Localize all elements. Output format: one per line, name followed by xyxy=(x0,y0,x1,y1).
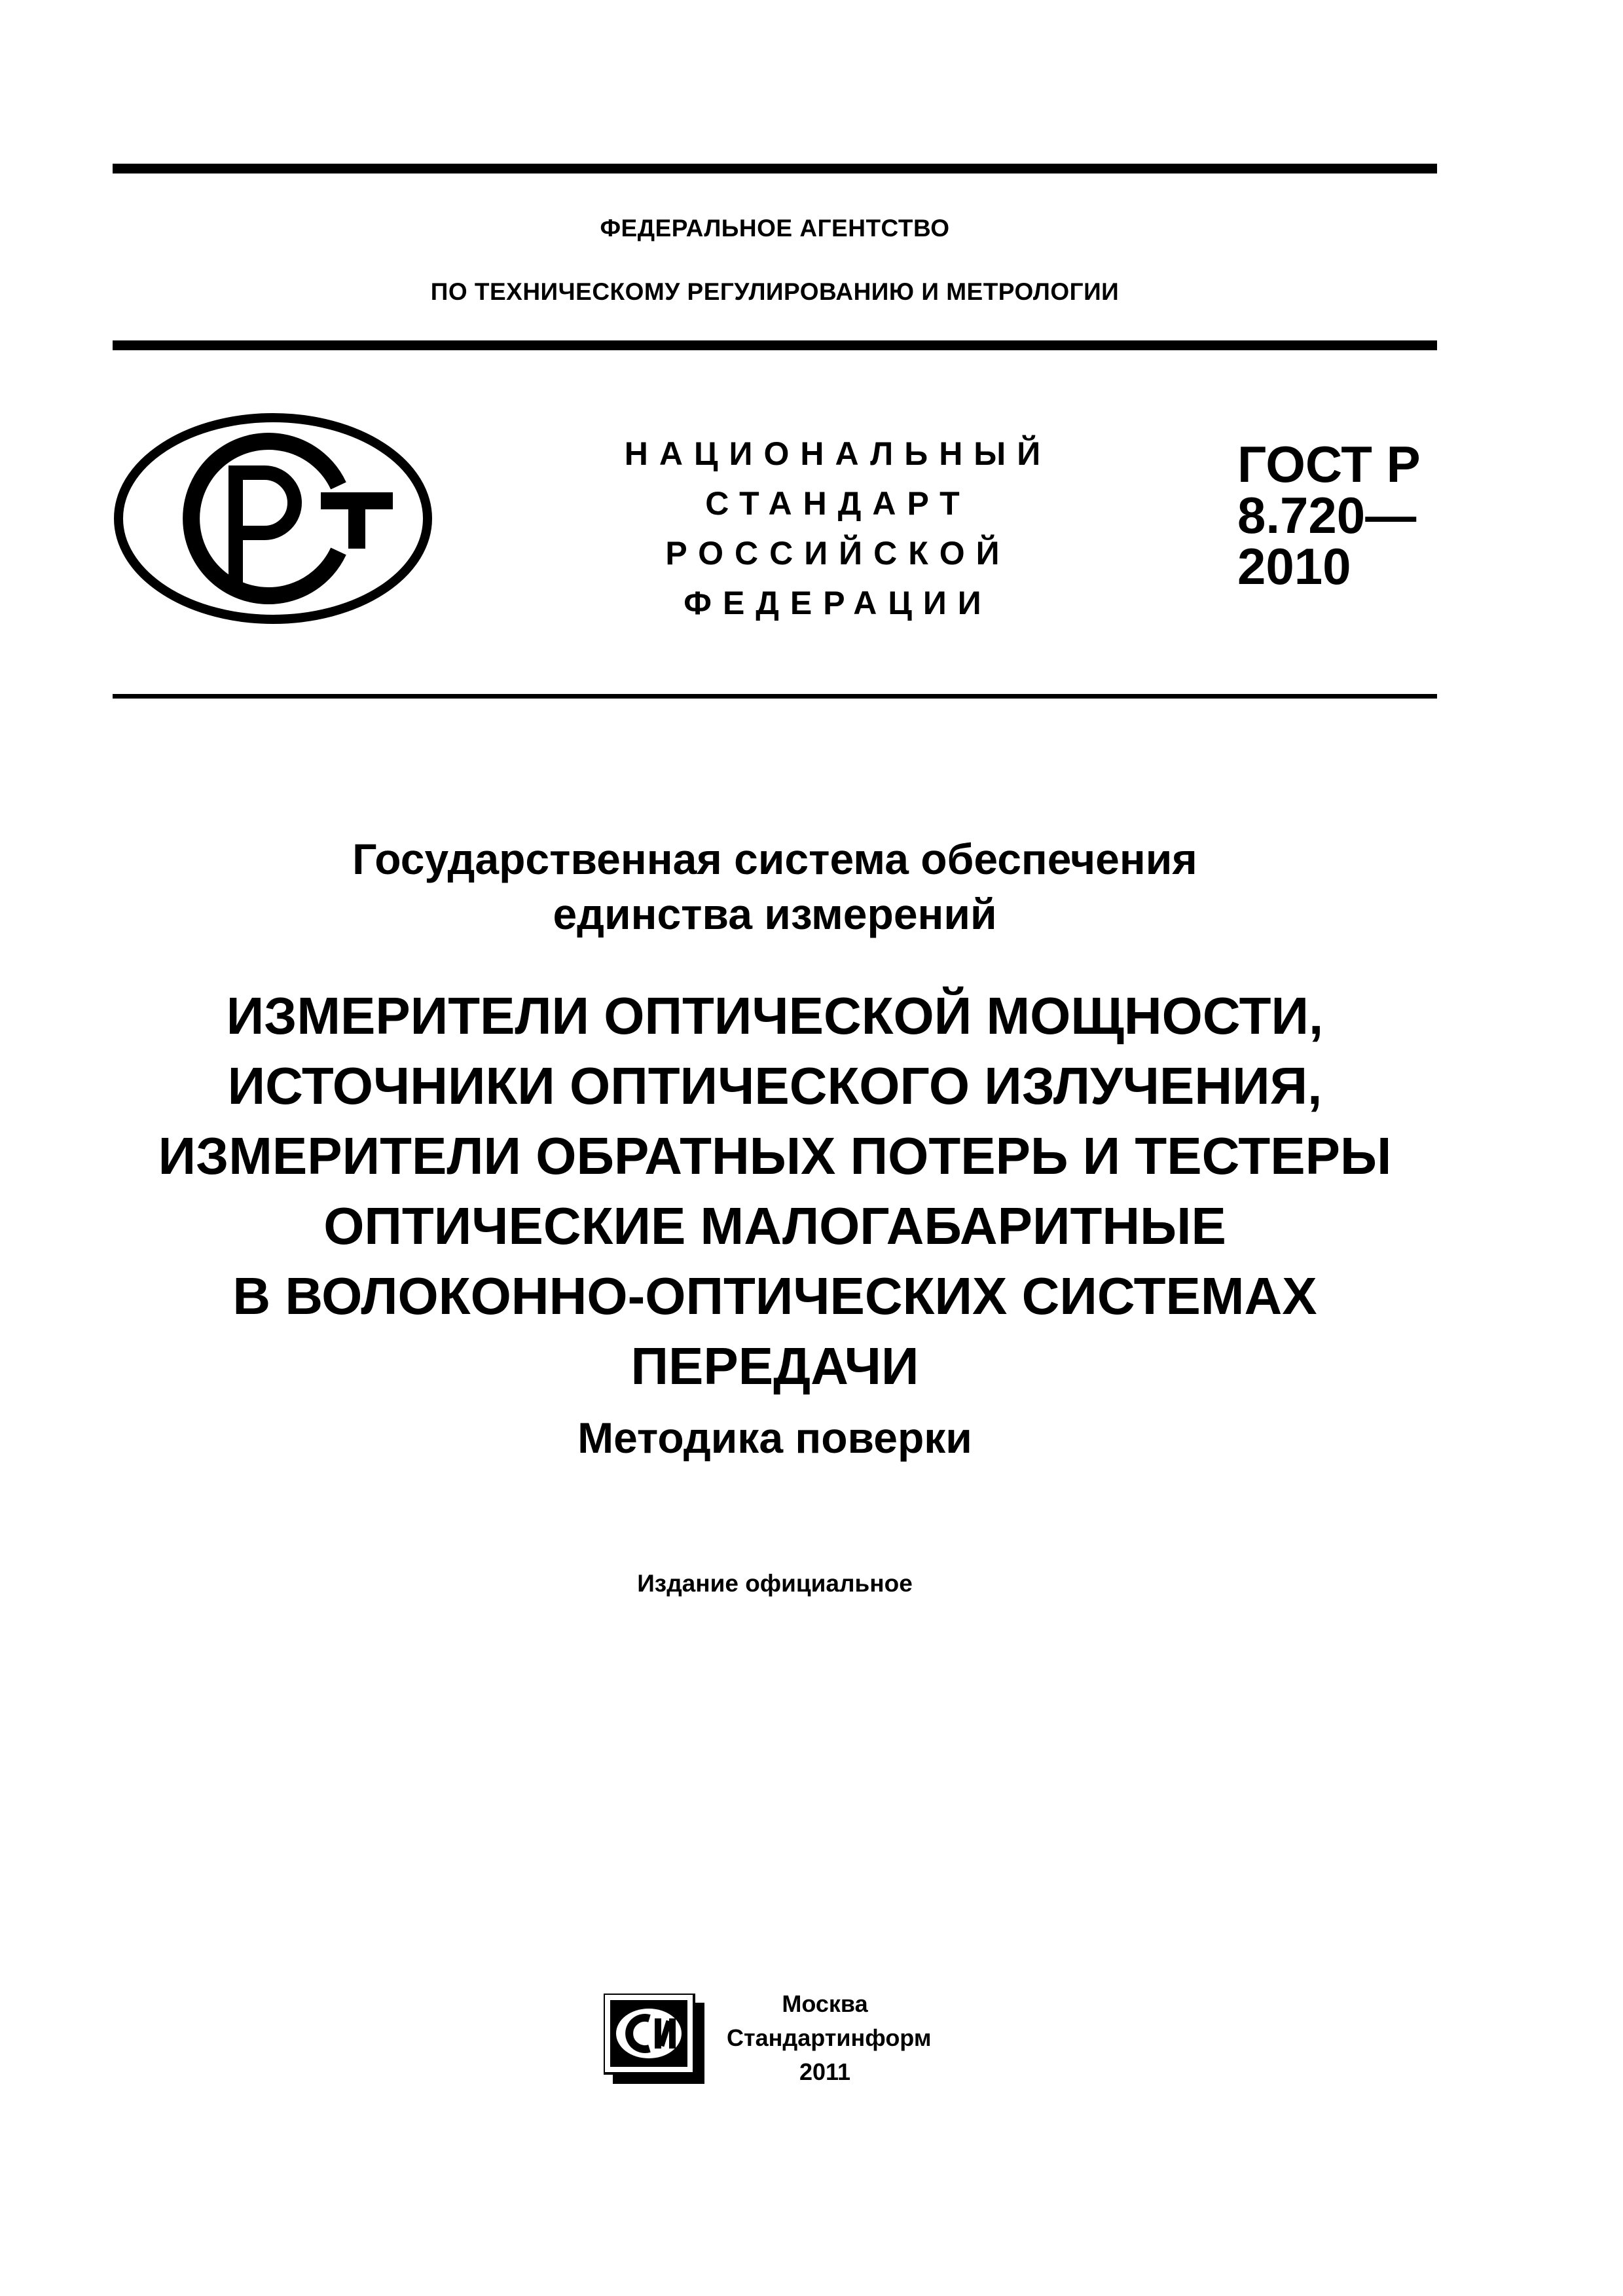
series-title xyxy=(113,831,1437,941)
national-standard-line-4: ФЕДЕРАЦИИ xyxy=(684,585,993,621)
document-title xyxy=(113,981,1437,1401)
publisher-year: 2011 xyxy=(799,2058,851,2085)
title-line-2: ИСТОЧНИКИ ОПТИЧЕСКОГО ИЗЛУЧЕНИЯ, xyxy=(227,1057,1322,1115)
series-line-1: Государственная система обеспечения xyxy=(352,835,1197,883)
header-bottom-rule xyxy=(113,694,1437,699)
title-line-4: ОПТИЧЕСКИЕ МАЛОГАБАРИТНЫЕ xyxy=(323,1197,1226,1255)
publisher-info xyxy=(727,1987,932,2089)
designation-line-1: ГОСТ Р xyxy=(1237,435,1421,493)
publisher-city: Москва xyxy=(782,1990,868,2017)
title-line-5: В ВОЛОКОННО-ОПТИЧЕСКИХ СИСТЕМАХ xyxy=(232,1267,1317,1325)
rst-mark-logo xyxy=(113,412,433,625)
designation-line-2: 8.720— xyxy=(1237,486,1417,544)
national-standard-line-1: НАЦИОНАЛЬНЫЙ xyxy=(624,435,1052,472)
standartinform-logo xyxy=(604,1994,704,2084)
standard-designation xyxy=(1237,435,1421,595)
edition-label: Издание официальное xyxy=(637,1570,913,1597)
designation-line-3: 2010 xyxy=(1237,538,1351,595)
title-line-1: ИЗМЕРИТЕЛИ ОПТИЧЕСКОЙ МОЩНОСТИ, xyxy=(226,987,1324,1045)
document-subtitle: Методика поверки xyxy=(577,1413,972,1462)
publisher-name: Стандартинформ xyxy=(727,2024,932,2051)
national-standard-line-2: СТАНДАРТ xyxy=(705,485,971,522)
series-line-2: единства измерений xyxy=(553,890,997,938)
national-standard-label xyxy=(576,429,1100,628)
national-standard-line-3: РОССИЙСКОЙ xyxy=(665,535,1011,572)
agency-bottom-rule xyxy=(113,340,1437,350)
title-line-6: ПЕРЕДАЧИ xyxy=(630,1337,919,1395)
title-line-3: ИЗМЕРИТЕЛИ ОБРАТНЫХ ПОТЕРЬ И ТЕСТЕРЫ xyxy=(158,1127,1392,1185)
agency-line-2: ПО ТЕХНИЧЕСКОМУ РЕГУЛИРОВАНИЮ И МЕТРОЛОГИИ xyxy=(430,278,1120,305)
top-rule xyxy=(113,164,1437,173)
agency-line-1: ФЕДЕРАЛЬНОЕ АГЕНТСТВО xyxy=(600,215,950,242)
